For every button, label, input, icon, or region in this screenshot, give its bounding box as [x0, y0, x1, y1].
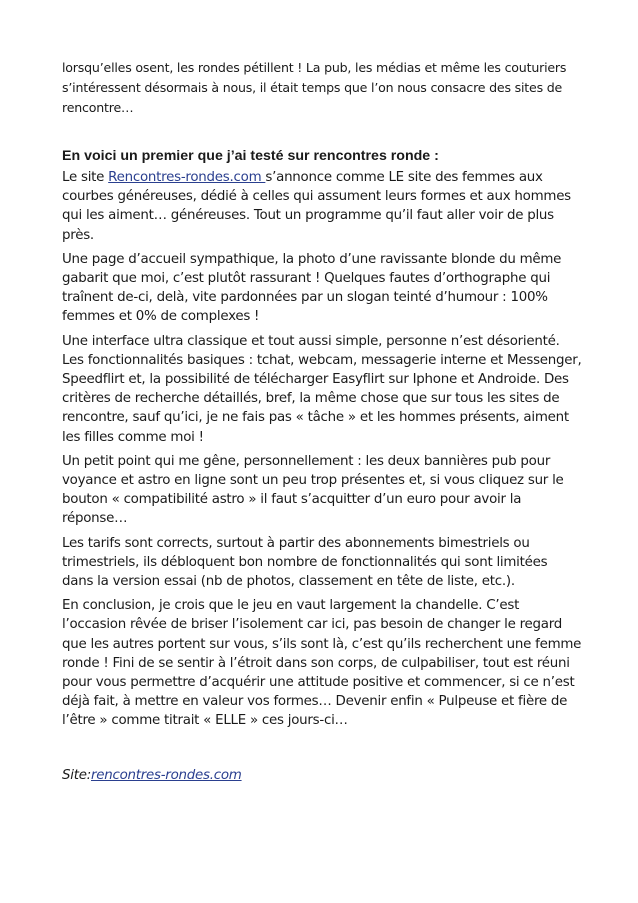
section-heading: En voici un premier que j’ai testé sur rencontres ronde :	[62, 148, 439, 164]
intro-paragraph: lorsqu’elles osent, les rondes pétillent ! La pub, les médias et même les couturiers s’intéressent désormais à nous, il était temps que l’on nous consacre des sites de rencontre…	[62, 60, 567, 115]
paragraph-banners: Un petit point qui me gêne, personnellement : les deux bannières pub pour voyance et astro en ligne sont un peu trop présentes et, si vous cliquez sur le bouton « compatibilité astro » il faut s’acquitter d’un euro pour avoir la réponse…	[62, 453, 564, 527]
paragraph-suffix: s’annonce comme LE site des femmes aux courbes généreuses, dédié à celles qui assument leurs formes et aux hommes qui les aiment… généreuses. Tout un programme qu’il faut aller voir de plus près.	[62, 170, 571, 243]
paragraph-prefix: Le site	[62, 170, 109, 185]
paragraph-conclusion: En conclusion, je crois que le jeu en vaut largement la chandelle. C’est l’occasion rêvée de briser l’isolement car ici, pas besoin de changer le regard que les autres portent sur vous, s’ils sont là, c’est qu’ils recherchent une femme ronde ! Fini de se sentir à l’étroit dans son corps, de culpabiliser, tout est réuni pour vous permettre d’acquérir une attitude positive et commencer, si ce n’est déjà fait, à mettre en valeur vos formes… Devenir enfin « Pulpeuse et fière de l’être » comme titrait « ELLE » ces jours-ci…	[62, 598, 582, 729]
paragraph-site-intro	[62, 168, 582, 245]
rencontres-rondes-link[interactable]: Rencontres-rondes.com	[108, 170, 266, 185]
site-label: Site:	[62, 767, 91, 783]
document-page	[62, 58, 582, 785]
site-link[interactable]: rencontres-rondes.com	[90, 767, 242, 783]
site-reference	[62, 766, 582, 785]
paragraph-homepage: Une page d’accueil sympathique, la photo d’une ravissante blonde du même gabarit que moi, c’est plutôt rassurant ! Quelques fautes d’orthographe qui traînent de-ci, delà, vite pardonnées par un slogan teinté d’humour : 100% femmes et 0% de complexes !	[62, 251, 562, 325]
paragraph-interface: Une interface ultra classique et tout aussi simple, personne n’est désorienté. Les fonctionnalités basiques : tchat, webcam, messagerie interne et Messenger, Speedflirt et, la possibilité de télécharger Easyflirt sur Iphone et Androide. Des critères de recherche détaillés, bref, la même chose que sur tous les sites de rencontre, sauf qu’ici, je ne fais pas « tâche » et les hommes présents, aiment les filles comme moi !	[62, 333, 582, 445]
paragraph-pricing: Les tarifs sont corrects, surtout à partir des abonnements bimestriels ou trimestriels, ils débloquent bon nombre de fonctionnalités qui sont limitées dans la version essai (nb de photos, classement en tête de liste, etc.).	[62, 535, 548, 590]
